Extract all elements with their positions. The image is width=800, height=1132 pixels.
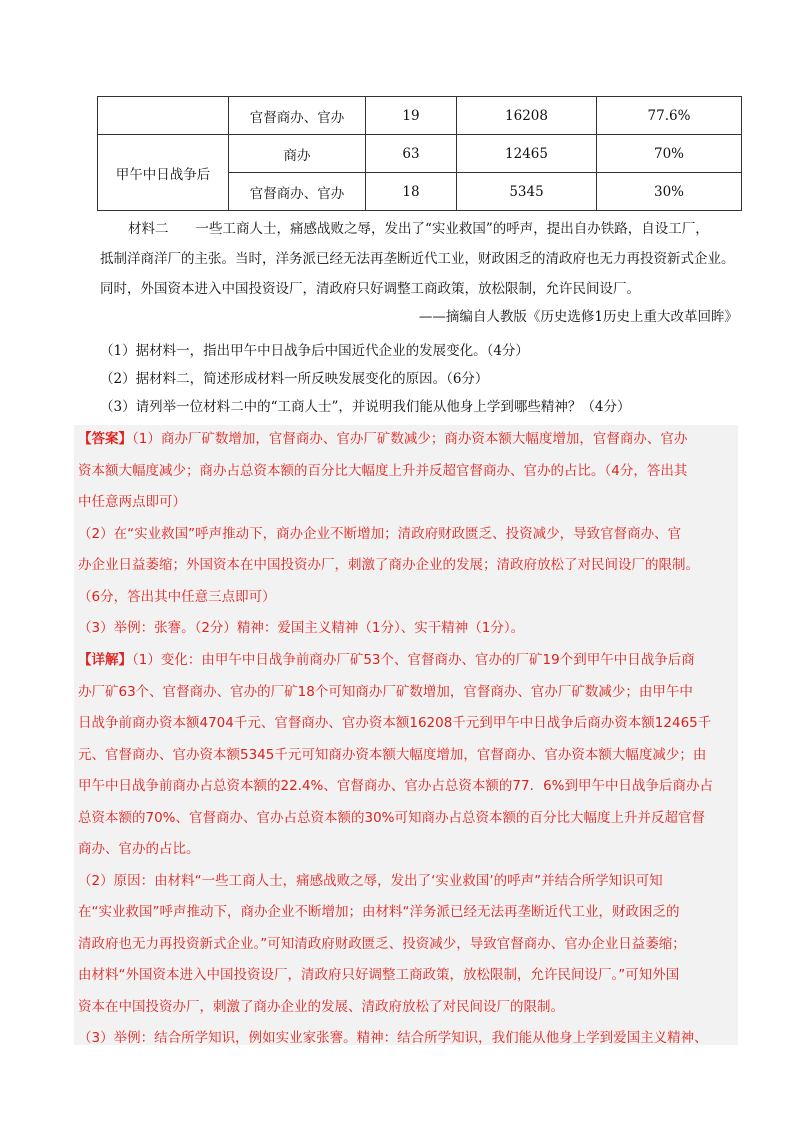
explanation-line: （2）原因：由材料“一些工商人士，痛感战败之辱，发出了‘实业救国’的呼声”并结合所学知识可知: [78, 872, 663, 889]
material-line: 材料二 一些工商人士，痛感战败之辱，发出了“实业救国”的呼声，提出自办铁路，自设工厂，: [128, 221, 709, 237]
answer-line: 中任意两点即可）: [78, 494, 186, 510]
material-line: 同时，外国资本进入中国投资设厂，清政府只好调整工商政策，放松限制，允许民间设厂。: [100, 281, 640, 297]
table-row: [98, 135, 742, 173]
answer-line: （3）举例：张謇。（2分）精神：爱国主义精神（1分）、实干精神（1分）。: [78, 620, 525, 636]
type-cell: 官督商办、官办: [229, 173, 366, 211]
capital-cell: 5345: [457, 173, 597, 211]
question-1: （1）据材料一，指出甲午中日战争后中国近代企业的发展变化。（4分）: [100, 343, 529, 359]
count-cell: 18: [366, 173, 457, 211]
percent-cell: 30%: [597, 173, 742, 211]
explanation-line: 由材料“外国资本进入中国投资设厂，清政府只好调整工商政策，放松限制，允许民间设厂。”可知外国: [78, 967, 680, 983]
capital-cell: 12465: [457, 135, 597, 173]
explanation-tag: 【详解】: [78, 652, 132, 668]
explanation-line: 资本在中国投资办厂，刺激了商办企业的发展、清政府放松了对民间设厂的限制。: [78, 998, 564, 1015]
explanation-line: 元、官督商办、官办资本额5345千元可知商办资本额大幅度增加，官督商办、官办资本额大幅度减少；由: [78, 746, 707, 763]
explanation-line: 办厂矿63个、官督商办、官办的厂矿18个可知商办厂矿数增加，官督商办、官办厂矿数减少；由甲午中: [78, 683, 693, 700]
explanation-line: 在“实业救国”呼声推动下，商办企业不断增加；由材料“洋务派已经无法再垄断近代工业，财政困乏的: [78, 904, 680, 920]
question-2: （2）据材料二，简述形成材料一所反映发展变化的原因。（6分）: [100, 371, 489, 387]
count-cell: 19: [366, 97, 457, 135]
count-cell: 63: [366, 135, 457, 173]
explanation-line: （1）变化：由甲午中日战争前商办厂矿53个、官督商办、官办的厂矿19个到甲午中日战争后商: [132, 652, 695, 668]
answer-line: （1）商办厂矿数增加，官督商办、官办厂矿数减少；商办资本额大幅度增加，官督商办、官办: [132, 431, 688, 447]
explanation-line: 日战争前商办资本额4704千元、官督商办、官办资本额16208千元到甲午中日战争后商办资本额12465千: [78, 715, 712, 731]
answer-line: （6分，答出其中任意三点即可）: [78, 588, 276, 605]
answer-line: （2）在“实业救国”呼声推动下，商办企业不断增加；清政府财政匮乏、投资减少，导致官督商办、官: [78, 525, 682, 542]
explanation-line: （3）举例：结合所学知识，例如实业家张謇。精神：结合所学知识，我们能从他身上学到爱国主义精神、: [78, 1030, 708, 1046]
questions: [100, 337, 740, 421]
explanation-line: 清政府也无力再投资新式企业。”可知清政府财政匮乏、投资减少，导致官督商办、官办企业日益萎缩；: [78, 935, 686, 952]
explanation-line: 商办、官办的占比。: [78, 841, 200, 857]
question-3: （3）请列举一位材料二中的“工商人士”，并说明我们能从他身上学到哪些精神？（4分）: [100, 399, 631, 415]
answer-tag: 【答案】: [78, 431, 132, 447]
material-source: ——摘编自人教版《历史选修1历史上重大改革回眸》: [418, 309, 738, 325]
table-row: [98, 97, 742, 135]
era-cell: 甲午中日战争后: [98, 135, 229, 211]
material-line: 抵制洋商洋厂的主张。当时，洋务派已经无法再垄断近代工业，财政困乏的清政府也无力再投资新式企业。: [100, 251, 735, 267]
percent-cell: 70%: [597, 135, 742, 173]
era-cell: [98, 97, 229, 135]
type-cell: 官督商办、官办: [229, 97, 366, 135]
explanation-line: 总资本额的70%、官督商办、官办占总资本额的30%可知商办占总资本额的百分比大幅度上升并反超官督: [78, 809, 706, 826]
answer-line: 资本额大幅度减少；商办占总资本额的百分比大幅度上升并反超官督商办、官办的占比。（4分，答出其: [78, 462, 688, 479]
material-two: [100, 214, 740, 304]
type-cell: 商办: [229, 135, 366, 173]
enterprise-table: [97, 96, 742, 211]
capital-cell: 16208: [457, 97, 597, 135]
explanation-line: 甲午中日战争前商办占总资本额的22.4%、官督商办、官办占总资本额的77．6%到甲午中日战争后商办占: [78, 778, 713, 794]
answer-line: 办企业日益萎缩；外国资本在中国投资办厂，刺激了商办企业的发展；清政府放松了对民间设厂的限制。: [78, 557, 699, 573]
answer-section: [78, 424, 738, 645]
explanation-section: [78, 645, 738, 1055]
percent-cell: 77.6%: [597, 97, 742, 135]
